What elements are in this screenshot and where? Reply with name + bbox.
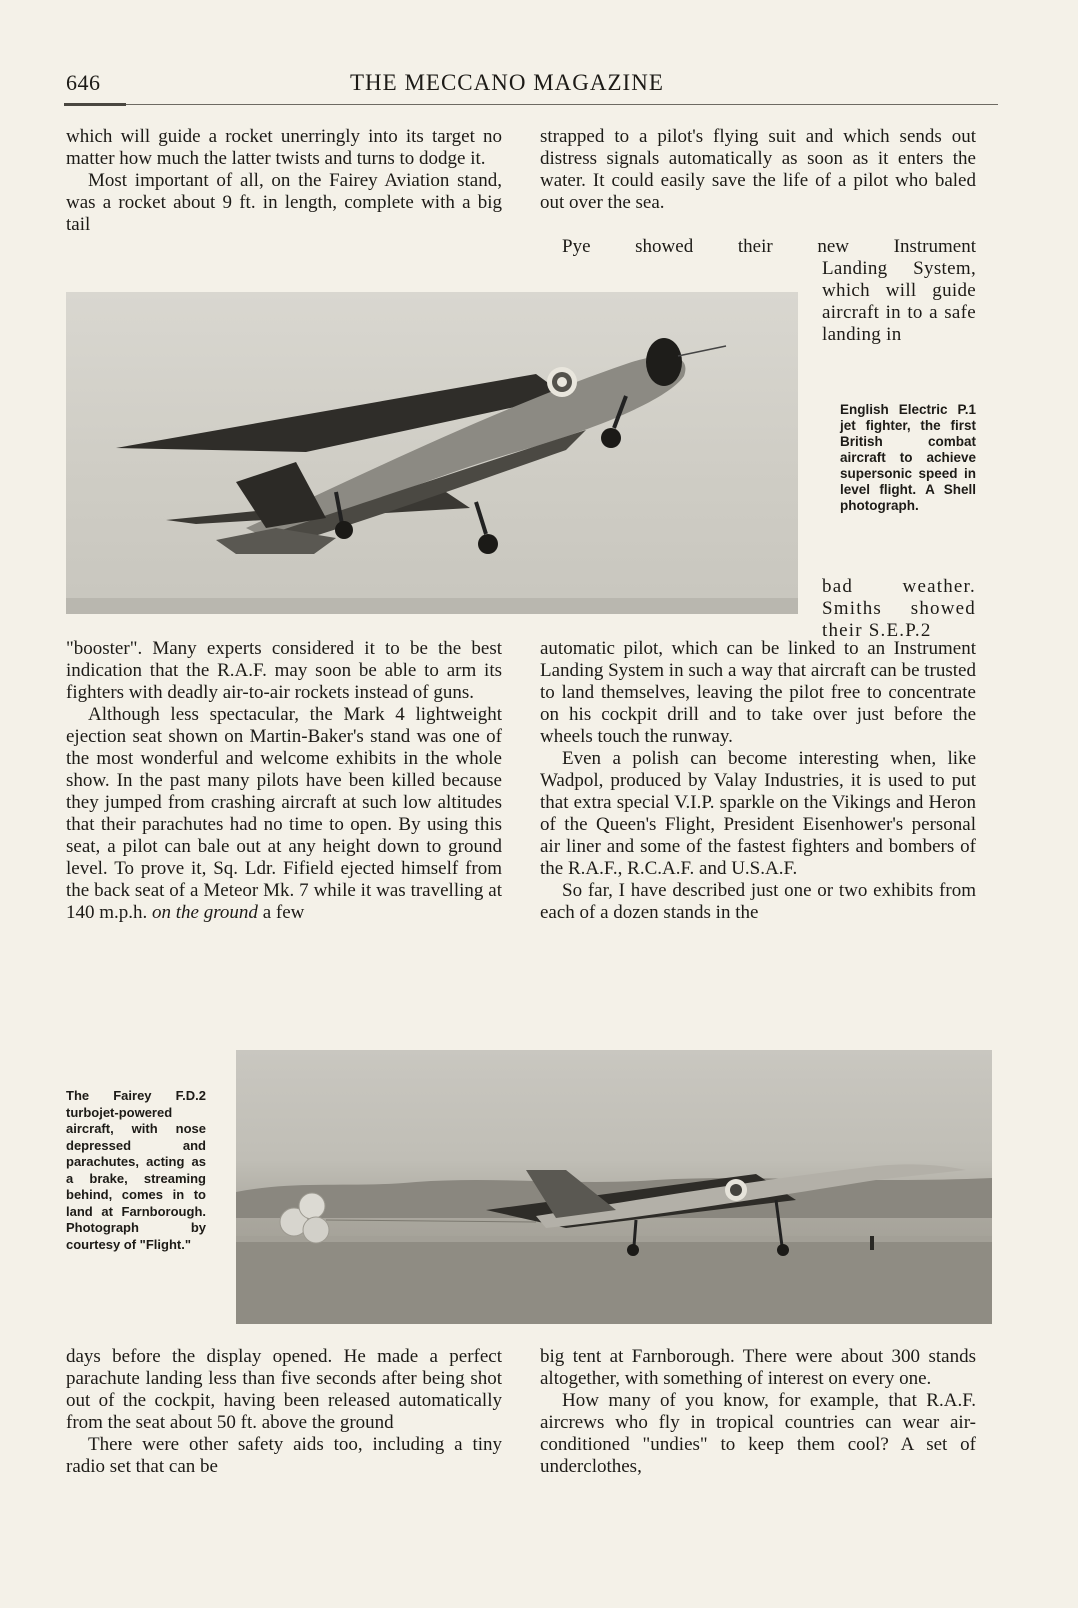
- paragraph: "booster". Many experts considered it to be the best indication that the R.A.F. may soon be able to arm its fighters with deadly air-to-air rockets instead of guns.: [66, 638, 502, 703]
- left-column-middle: [66, 638, 502, 924]
- pye-wrap-text: [822, 258, 976, 346]
- landing-aircraft-image: [236, 1050, 992, 1324]
- paragraph: Most important of all, on the Fairey Aviation stand, was a rocket about 9 ft. in length, complete with a big tail: [66, 170, 502, 235]
- paragraph: Landing System, which will guide aircraft in to a safe landing in: [822, 258, 976, 345]
- paragraph: Pye showed their new Instrument: [562, 236, 976, 257]
- header-rule-accent: [64, 103, 126, 106]
- paragraph: which will guide a rocket unerringly into its target no matter how much the latter twists and turns to dodge it.: [66, 126, 502, 169]
- fairey-fd2-photo: [236, 1050, 992, 1324]
- paragraph-text: Although less spectacular, the Mark 4 lightweight ejection seat shown on Martin-Baker's stand was one of the most wonderful and welcome exhibits in the whole show. In the past many pilots have been killed because they jumped from crashing aircraft at such low altitudes that their parachutes had no time to open. By using this seat, a pilot can bale out at any height down to ground level. To prove it, Sq. Ldr. Fifield ejected himself from the back seat of a Meteor Mk. 7 while it was travelling at 140 m.p.h.: [66, 704, 502, 923]
- right-column-bottom: [540, 1346, 976, 1478]
- paragraph: days before the display opened. He made a perfect parachute landing less than five seconds after being shot out of the cockpit, having been released automatically from the seat about 50 ft. above the ground: [66, 1346, 502, 1433]
- paragraph: Even a polish can become interesting when, like Wadpol, produced by Valay Industries, it is used to put that extra special V.I.P. sparkle on the Vikings and Heron of the Queen's Flight, President Eisenhower's personal air liner and some of the fastest fighters and bombers of the R.A.F., R.C.A.F. and U.S.A.F.: [540, 748, 976, 879]
- jet-fighter-image: [66, 292, 798, 614]
- paragraph: automatic pilot, which can be linked to an Instrument Landing System in such a way that aircraft can be trusted to land themselves, leaving the pilot free to concentrate on his cockpit drill and to take over just before the wheels touch the runway.: [540, 638, 976, 747]
- photo-caption-fd2: The Fairey F.D.2 turbojet-powered aircraft, with nose depressed and parachutes, acting as a brake, streaming behind, comes in to land at Farnborough. Photograph by courtesy of "Flight.": [66, 1088, 206, 1252]
- paragraph-ejection-seat: [66, 704, 502, 924]
- photo-caption-p1: English Electric P.1 jet fighter, the first British combat aircraft to achieve supersonic speed in level flight. A Shell photograph.: [840, 402, 976, 513]
- paragraph: How many of you know, for example, that R.A.F. aircrews who fly in tropical countries can wear air-conditioned "undies" to keep them cool? A set of underclothes,: [540, 1390, 976, 1477]
- page-number: 646: [66, 70, 101, 95]
- header-rule: [64, 104, 998, 105]
- paragraph: bad weather. Smiths showed their S.E.P.2: [822, 576, 976, 641]
- paragraph: So far, I have described just one or two exhibits from each of a dozen stands in the: [540, 880, 976, 923]
- english-electric-p1-photo: [66, 292, 798, 614]
- paragraph: big tent at Farnborough. There were about 300 stands altogether, with something of interest on every one.: [540, 1346, 976, 1389]
- bad-weather-text: [822, 576, 976, 642]
- paragraph: strapped to a pilot's flying suit and which sends out distress signals automatically as soon as it enters the water. It could easily save the life of a pilot who baled out over the sea.: [540, 126, 976, 213]
- paragraph-text: a few: [262, 902, 305, 923]
- pye-first-line: [540, 236, 976, 258]
- left-column-top: [66, 126, 502, 236]
- magazine-title: THE MECCANO MAGAZINE: [350, 70, 664, 95]
- right-column-top: [540, 126, 976, 214]
- right-column-middle: [540, 638, 976, 924]
- italic-phrase: on the ground: [152, 902, 258, 923]
- paragraph: There were other safety aids too, including a tiny radio set that can be: [66, 1434, 502, 1477]
- left-column-bottom: [66, 1346, 502, 1478]
